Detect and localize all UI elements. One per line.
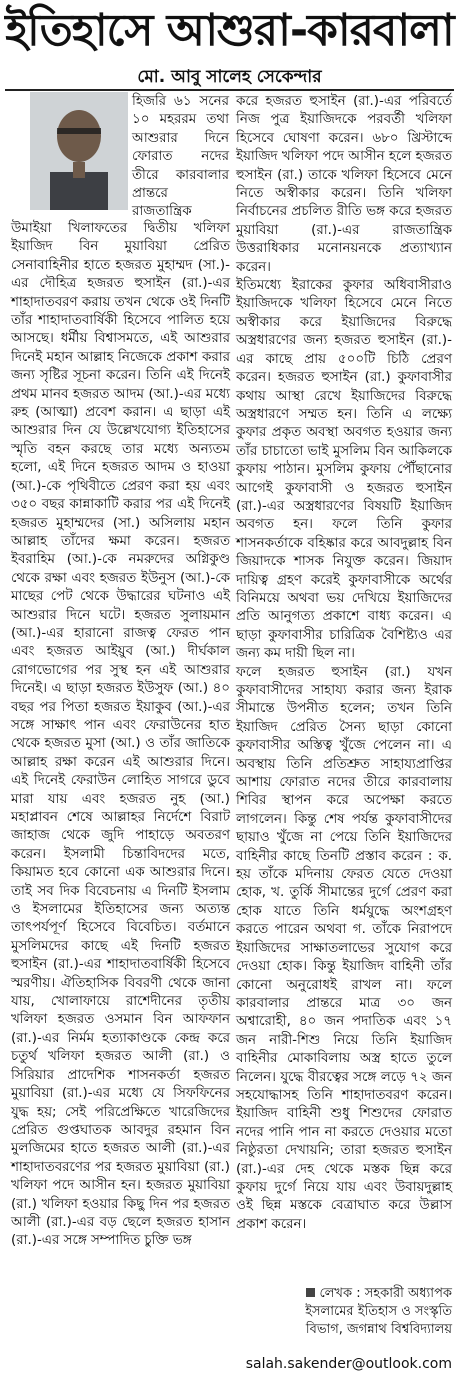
author-email[interactable]: salah.sakender@outlook.com [245, 1356, 452, 1372]
square-bullet-icon [306, 1288, 315, 1297]
author-role: লেখক : সহকারী অধ্যাপক [319, 1286, 452, 1301]
byline-rule [5, 89, 454, 91]
author-byline: মো. আবু সালেহ সেকেন্দার [137, 67, 322, 87]
author-photo [30, 92, 128, 210]
opening-paragraph: হিজরি ৬১ সনের ১০ মহররম তথা আশুরার দিনে ফোরাত নদের তীরে কারবালার প্রান্তরে রাজতান্ত্রিক [132, 94, 229, 220]
author-department: ইসলামের ইতিহাস ও সংস্কৃতি [305, 1304, 452, 1319]
column-1-text [11, 220, 230, 1251]
article-title: ইতিহাসে আশুরা-কারবালা [5, 5, 454, 56]
column-1-paragraph: উমাইয়া খিলাফতের দ্বিতীয় খলিফা ইয়াজিদ বিন মুয়াবিয়া প্রেরিত সেনাবাহিনীর হাতে হজরত মুহাম্মদ (সা.)-এর দৌহিত্র হজরত হুসাইন (রা.)-এর শাহাদাতবরণ করায় তখন থেকে ওই দিনটি তাঁর শাহাদাতবার্ষিকী হিসেবে পালিত হয়ে আসছে। ধর্মীয় বিশ্বাসমতে, এই আশুরার দিনেই মহান আল্লাহ নিজেকে প্রকাশ করার জন্য সৃষ্টির সূচনা করেন। তিনি এই দিনেই প্রথম মানব হজরত আদম (আ.)-এর মধ্যে রুহ (আত্মা) প্রবেশ করান। এ ছাড়া এই আশুরার দিন যে উল্লেখযোগ্য ইতিহাসের স্মৃতি বহন করছে তার মধ্যে অন্যতম হলো, এই দিনে হজরত আদম ও হাওয়া (আ.)-কে পৃথিবীতে প্রেরণ করা হয় এবং ৩৫০ বছর কান্নাকাটি করার পর এই দিনেই হজরত মুহাম্মদের (সা.) অসিলায় মহান আল্লাহ তাঁদের ক্ষমা করেন। হজরত ইবরাহিম (আ.)-কে নমরুদের অগ্নিকুণ্ড থেকে রক্ষা এবং হজরত ইউনুস (আ.)-কে মাছের পেট থেকে উদ্ধারের ঘটনাও এই আশুরার দিনে ঘটে। হজরত সুলায়মান (আ.)-এর হারানো রাজত্ব ফেরত পান এবং হজরত আইয়ুব (আ.) দীর্ঘকাল রোগভোগের পর সুস্থ হন এই আশুরার দিনেই। এ ছাড়া হজরত ইউসুফ (আ.) ৪০ বছর পর পিতা হজরত ইয়াকুব (আ.)-এর সঙ্গে সাক্ষাৎ পান এবং ফেরাউনের হাত থেকে হজরত মুসা (আ.) ও তাঁর জাতিকে আল্লাহ রক্ষা করেন এই আশুরার দিনে। এই দিনেই ফেরাউন লোহিত সাগরে ডুবে মারা যায় এবং হজরত নুহ (আ.) মহাপ্লাবন শেষে আল্লাহর নির্দেশে বিরাট জাহাজ থেকে জুদি পাহাড়ে অবতরণ করেন। ইসলামী চিন্তাবিদদের মতে, কিয়ামত হবে কোনো এক আশুরার দিনে। তাই সব দিক বিবেচনায় এ দিনটি ইসলাম ও ইসলামের ইতিহাসের জন্য অত্যন্ত তাৎপর্যপূর্ণ হিসেবে বিবেচিত। বর্তমানে মুসলিমদের কাছে এই দিনটি হজরত হুসাইন (রা.)-এর শাহাদাতবার্ষিকী হিসেবে স্মরণীয়। ঐতিহাসিক বিবরণী থেকে জানা যায়, খোলাফায়ে রাশেদীনের তৃতীয় খলিফা হজরত ওসমান বিন আফফান (রা.)-এর নির্মম হত্যাকাণ্ডকে কেন্দ্র করে চতুর্থ খলিফা হজরত আলী (রা.) ও সিরিয়ার প্রাদেশিক শাসনকর্তা হজরত মুয়াবিয়া (রা.)-এর মধ্যে যে সিফফিনের যুদ্ধ হয়; সেই পরিপ্রেক্ষিতে খারেজিদের প্রেরিত গুপ্তঘাতক আবদুর রহমান বিন মুলজিমের হাতে হজরত আলী (রা.)-এর শাহাদাতবরণের পর হজরত মুয়াবিয়া (রা.) খলিফা পদে আসীন হন। হজরত মুয়াবিয়া (রা.) খলিফা হওয়ার কিছু দিন পর হজরত আলী (রা.)-এর বড় ছেলে হজরত হাসান (রা.)-এর সঙ্গে সম্পাদিত চুক্তি ভঙ্গ [11, 221, 230, 1249]
column-2-paragraph: করে হজরত হুসাইন (রা.)-এর পরিবর্তে নিজ পুত্র ইয়াজিদকে পরবর্তী খলিফা হিসেবে ঘোষণা করেন। ৬৮০ খ্রিস্টাব্দে ইয়াজিদ খলিফা পদে আসীন হলে হজরত হুসাইন (রা.) তাকে খলিফা হিসেবে মেনে নিতে অস্বীকার করেন। তিনি খলিফা নির্বাচনের প্রচলিত রীতি ভঙ্গ করে হজরত মুয়াবিয়া (রা.)-এর রাজতান্ত্রিক উত্তরাধিকার মনোনয়নকে প্রত্যাখ্যান করেন। ইতিমধ্যে ইরাকের কুফার অধিবাসীরাও ইয়াজিদকে খলিফা হিসেবে মেনে নিতে অস্বীকার করে ইয়াজিদের বিরুদ্ধে অস্ত্রধারণের জন্য হজরত হুসাইন (রা.)-এর কাছে প্রায় ৫০০টি চিঠি প্রেরণ করেন। হজরত হুসাইন (রা.) কুফাবাসীর কথায় আস্থা রেখে ইয়াজিদের বিরুদ্ধে অস্ত্রধারণে সম্মত হন। তিনি এ লক্ষ্যে কুফার প্রকৃত অবস্থা অবগত হওয়ার জন্য তাঁর চাচাতো ভাই মুসলিম বিন আকিলকে কুফায় পাঠান। মুসলিম কুফায় পৌঁছানোর আগেই কুফাবাসী ও হজরত হুসাইন (রা.)-এর অস্ত্রধারণের বিষয়টি ইয়াজিদ অবগত হন। ফলে তিনি কুফার শাসনকর্তাকে বহিষ্কার করে আবদুল্লাহ বিন জিয়াদকে শাসক নিযুক্ত করেন। জিয়াদ দায়িত্ব গ্রহণ করেই কুফাবাসীকে অর্থের বিনিময়ে অথবা ভয় দেখিয়ে ইয়াজিদের প্রতি আনুগত্য প্রকাশে বাধ্য করেন। এ ছাড়া কুফাবাসীর চারিত্রিক বৈশিষ্ট্যও এর জন্য কম দায়ী ছিল না। ফলে হজরত হুসাইন (রা.) যখন কুফাবাসীদের সাহায্য করার জন্য ইরাক সীমান্তে উপনীত হলেন; তখন তিনি ইয়াজিদ প্রেরিত সৈন্য ছাড়া কোনো কুফাবাসীর অস্তিত্ব খুঁজে পেলেন না। এ অবস্থায় তিনি প্রতিশ্রুত সাহায্যপ্রাপ্তির আশায় ফোরাত নদের তীরে কারবালায় শিবির স্থাপন করে অপেক্ষা করতে লাগলেন। কিন্তু শেষ পর্যন্ত কুফাবাসীদের ছায়াও খুঁজে না পেয়ে তিনি ইয়াজিদের বাহিনীর কাছে তিনটি প্রস্তাব করেন : ক. হয় তাঁকে মদিনায় ফেরত যেতে দেওয়া হোক, খ. তুর্কি সীমান্তের দুর্গে প্রেরণ করা হোক যাতে তিনি ধর্মযুদ্ধে অংশগ্রহণ করতে পারেন অথবা গ. তাঁকে নিরাপদে ইয়াজিদের সাক্ষাতলাভের সুযোগ করে দেওয়া হোক। কিন্তু ইয়াজিদ বাহিনী তাঁর কোনো অনুরোধই রাখল না। ফলে কারবালার প্রান্তরে মাত্র ৩০ জন অশ্বারোহী, ৪০ জন পদাতিক এবং ১৭ জন নারী-শিশু নিয়ে তিনি ইয়াজিদ বাহিনীর মোকাবিলায় অস্ত্র হাতে তুলে নিলেন। যুদ্ধে বীরত্বের সঙ্গে লড়ে ৭২ জন সহযোদ্ধাসহ তিনি শাহাদাতবরণ করেন। ইয়াজিদ বাহিনী শুধু শিশুদের ফোরাত নদের পানি পান না করতে দেওয়ার মতো নিষ্ঠুরতা দেখায়নি; তারা হজরত হুসাইন (রা.)-এর দেহ থেকে মস্তক ছিন্ন করে কুফায় দুর্গে নিয়ে যায় এবং উবায়দুল্লাহ ওই ছিন্ন মস্তকে বেত্রাঘাত করে উল্লাস প্রকাশ করেন। [236, 94, 452, 1232]
author-university: বিভাগ, জগন্নাথ বিশ্ববিদ্যালয় [305, 1322, 452, 1337]
column-1-top-text [132, 93, 229, 222]
author-info [262, 1285, 452, 1339]
column-2-text [236, 93, 452, 1234]
